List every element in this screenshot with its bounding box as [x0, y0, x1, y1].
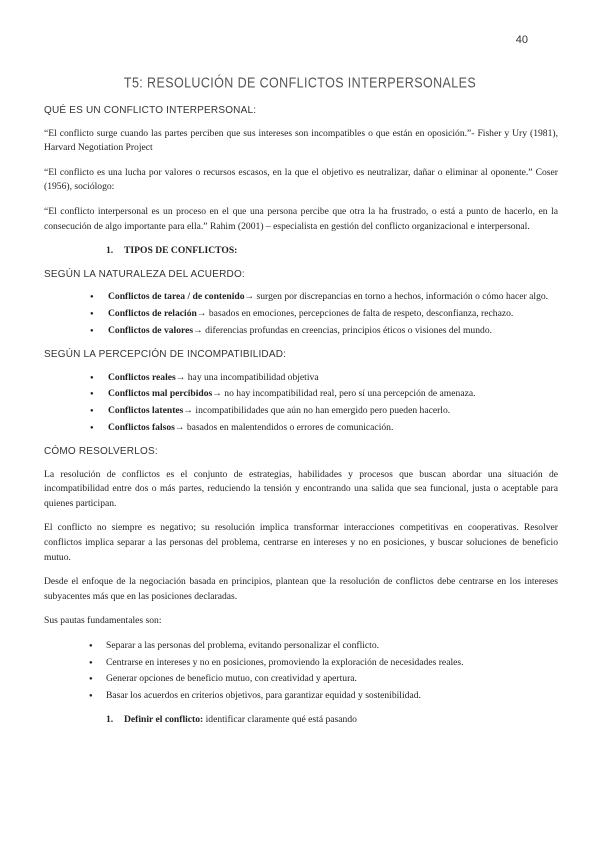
list-item: ● Conflictos falsos→ basados en malentendidos o errores de comunicación. [108, 421, 558, 436]
term: Conflictos de tarea / de contenido [108, 291, 245, 303]
list-by-nature [44, 290, 558, 338]
document-body [44, 104, 558, 737]
heading-text: TIPOS DE CONFLICTOS: [124, 245, 238, 257]
term: Conflictos de valores [108, 324, 194, 336]
heading-number: 1. [106, 245, 114, 257]
list-item: ● Centrarse en intereses y no en posiciones, promoviendo la exploración de necesidades reales. [106, 656, 558, 671]
subheading-by-perception: SEGÚN LA PERCEPCIÓN DE INCOMPATIBILIDAD: [44, 349, 287, 361]
term: Conflictos mal percibidos [108, 388, 213, 400]
numbered-step-define [106, 713, 558, 728]
list-item: ● Basar los acuerdos en criterios objetivos, para garantizar equidad y sostenibilidad. [106, 689, 558, 704]
paragraph: El conflicto no siempre es negativo; su resolución implica transformar interacciones competitivas en cooperativas. Resolver conflictos implica separar a las personas del problema, centrarse en intereses y no en posiciones, y buscar soluciones de beneficio mutuo. [44, 522, 558, 563]
numbered-heading-types [106, 244, 558, 259]
step-text: identificar claramente qué está pasando [203, 714, 357, 726]
step-term: Definir el conflicto: [124, 714, 204, 726]
paragraph: Sus pautas fundamentales son: [44, 615, 162, 627]
list-item: ● Conflictos de valores→ diferencias profundas en creencias, principios éticos o visiones del mundo. [108, 324, 558, 339]
quote-rahim: “El conflicto interpersonal es un proceso en el que una persona percibe que otra la ha frustrado, o está a punto de hacerlo, en la consecución de algo importante para ella.” Rahim (2001) – especialista en gestión del conflicto organizacional e interpersonal. [44, 205, 558, 232]
page-number: 40 [515, 34, 528, 46]
list-by-perception [44, 371, 558, 435]
list-item: ● Conflictos reales→ hay una incompatibilidad objetiva [108, 371, 558, 386]
paragraph: Desde el enfoque de la negociación basada en principios, plantean que la resolución de conflictos debe centrarse en los intereses subyacentes más que en las posiciones declaradas. [44, 576, 558, 602]
term: Conflictos falsos [108, 421, 175, 433]
term: Conflictos reales [108, 371, 176, 383]
list-item: ● Generar opciones de beneficio mutuo, con creatividad y apertura. [106, 672, 558, 687]
section-heading-resolve: CÓMO RESOLVERLOS: [44, 446, 158, 458]
page-title: T5: RESOLUCIÓN DE CONFLICTOS INTERPERSONALES [123, 74, 477, 92]
subheading-by-nature: SEGÚN LA NATURALEZA DEL ACUERDO: [44, 268, 245, 280]
list-item: ● Conflictos de tarea / de contenido→ surgen por discrepancias en torno a hechos, información o cómo hacer algo. [108, 290, 558, 305]
list-item: ● Conflictos de relación→ basados en emociones, percepciones de falta de respeto, desconfianza, rechazo. [108, 307, 558, 322]
section-heading-definition: QUÉ ES UN CONFLICTO INTERPERSONAL: [44, 105, 257, 116]
paragraph: La resolución de conflictos es el conjunto de estrategias, habilidades y procesos que buscan abordar una situación de incompatibilidad entre dos o más partes, reduciendo la tensión y encontrando una salida que sea funcional, justa o aceptable para quienes participan. [44, 468, 558, 509]
step-number: 1. [106, 714, 114, 726]
quote-coser: “El conflicto es una lucha por valores o recursos escasos, en la que el objetivo es neutralizar, dañar o eliminar al oponente.” Coser (1956), sociólogo: [44, 166, 558, 193]
list-item: ● Conflictos mal percibidos→ no hay incompatibilidad real, pero sí una percepción de amenaza. [108, 387, 558, 402]
term: Conflictos latentes [108, 404, 184, 416]
quote-fisher-ury: “El conflicto surge cuando las partes perciben que sus intereses son incompatibles o que están en oposición.”- Fisher y Ury (1981), Harvard Negotiation Project [44, 127, 558, 154]
list-item: ● Conflictos latentes→ incompatibilidades que aún no han emergido pero pueden hacerlo. [108, 404, 558, 419]
list-item: ● Separar a las personas del problema, evitando personalizar el conflicto. [106, 639, 558, 654]
list-guidelines [44, 639, 558, 703]
term: Conflictos de relación [108, 307, 197, 319]
